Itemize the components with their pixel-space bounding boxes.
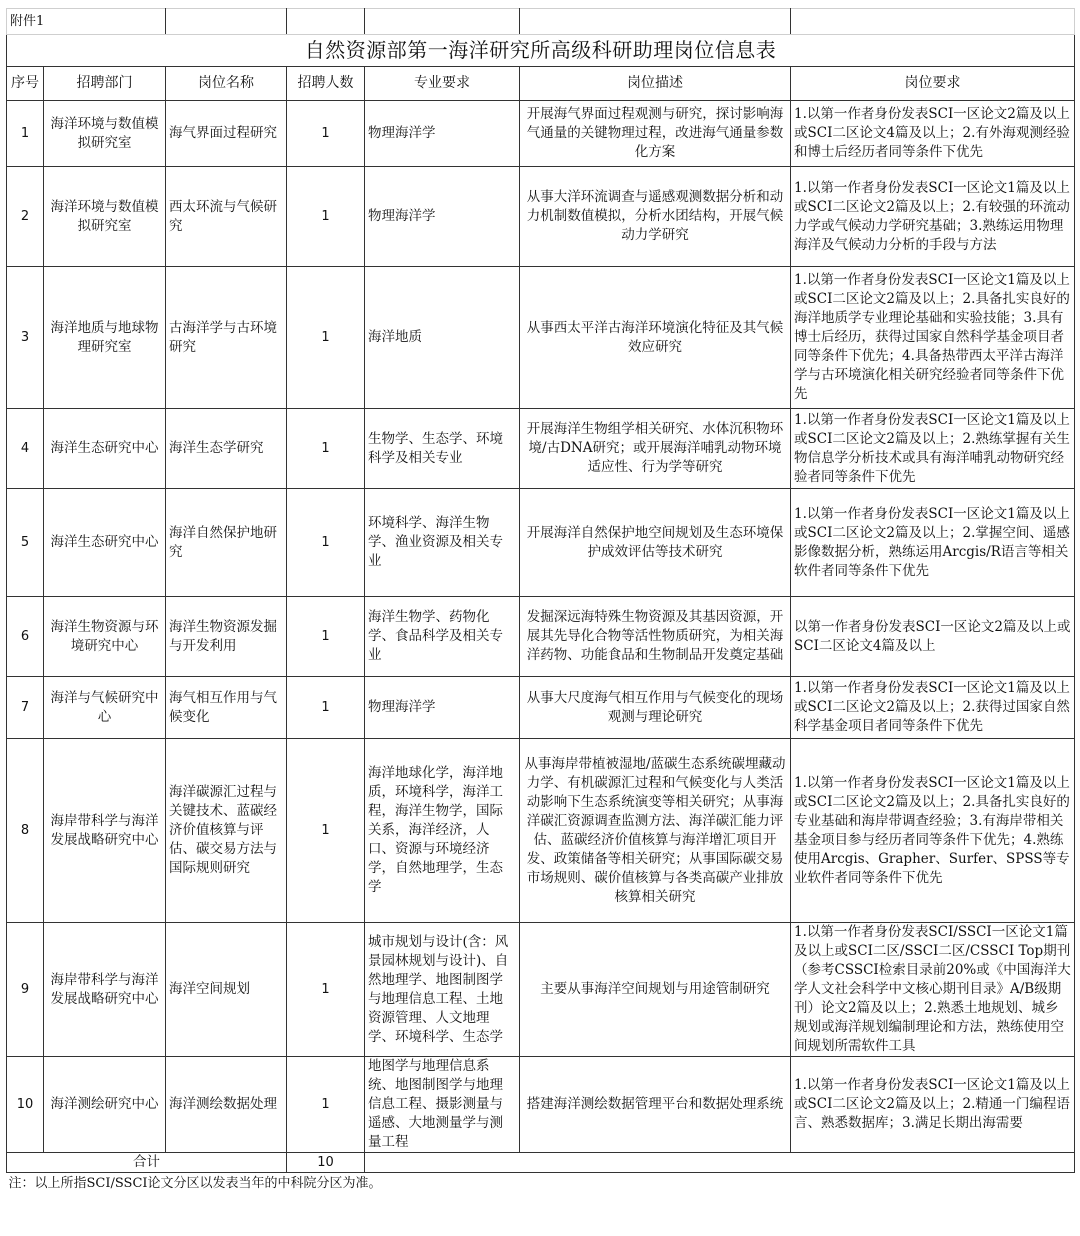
major-requirement-cell: 海洋生物学、药物化学、食品科学及相关专业 bbox=[365, 597, 520, 677]
row-number: 9 bbox=[7, 923, 44, 1057]
headcount-cell: 1 bbox=[287, 167, 365, 267]
row-number: 7 bbox=[7, 677, 44, 739]
position-description-cell: 开展海洋生物组学相关研究、水体沉积物环境/古DNA研究；或开展海洋哺乳动物环境适应性、行为学等研究 bbox=[520, 409, 791, 489]
position-name-cell: 古海洋学与古环境研究 bbox=[166, 267, 287, 409]
position-requirement-cell: 1.以第一作者身份发表SCI/SSCI一区论文1篇及以上或SCI二区/SSCI二区/CSSCI Top期刊（参考CSSCI检索目录前20%或《中国海洋大学人文社会科学中文核心期刊目录》A/B级期刊）论文2篇及以上；2.熟悉土地规划、城乡规划或海洋规划编制理论和方法，熟练使用空间规划所需软件工具 bbox=[791, 923, 1075, 1057]
position-description-cell: 开展海气界面过程观测与研究，探讨影响海气通量的关键物理过程，改进海气通量参数化方案 bbox=[520, 101, 791, 167]
row-number: 2 bbox=[7, 167, 44, 267]
position-name-cell: 海洋生物资源发掘与开发利用 bbox=[166, 597, 287, 677]
page-title: 自然资源部第一海洋研究所高级科研助理岗位信息表 bbox=[7, 35, 1075, 67]
department-cell: 海洋测绘研究中心 bbox=[44, 1057, 166, 1153]
position-requirement-cell: 1.以第一作者身份发表SCI一区论文1篇及以上或SCI二区论文2篇及以上；2.精通一门编程语言、熟悉数据库；3.满足长期出海需要 bbox=[791, 1057, 1075, 1153]
department-cell: 海岸带科学与海洋发展战略研究中心 bbox=[44, 923, 166, 1057]
major-requirement-cell: 城市规划与设计(含：风景园林规划与设计)、自然地理学、地图制图学与地理信息工程、土地资源管理、人文地理学、环境科学、生态学 bbox=[365, 923, 520, 1057]
total-label: 合计 bbox=[7, 1153, 287, 1173]
position-requirement-cell: 以第一作者身份发表SCI一区论文2篇及以上或SCI二区论文4篇及以上 bbox=[791, 597, 1075, 677]
header-cell: 岗位描述 bbox=[520, 67, 791, 101]
header-cell: 岗位名称 bbox=[166, 67, 287, 101]
position-name-cell: 海气相互作用与气候变化 bbox=[166, 677, 287, 739]
headcount-cell: 1 bbox=[287, 489, 365, 597]
header-cell: 序号 bbox=[7, 67, 44, 101]
position-requirement-cell: 1.以第一作者身份发表SCI一区论文1篇及以上或SCI二区论文2篇及以上；2.有较强的环流动力学或气候动力学研究基础；3.熟练运用物理海洋及气候动力分析的手段与方法 bbox=[791, 167, 1075, 267]
position-requirement-cell: 1.以第一作者身份发表SCI一区论文1篇及以上或SCI二区论文2篇及以上；2.具备扎实良好的海洋地质学专业理论基础和实验技能；3.具有博士后经历，获得过国家自然科学基金项目者同等条件下优先；4.具备热带西太平洋古海洋学与古环境演化相关研究经验者同等条件下优先 bbox=[791, 267, 1075, 409]
major-requirement-cell: 物理海洋学 bbox=[365, 677, 520, 739]
table-row bbox=[7, 167, 1075, 267]
row-number: 5 bbox=[7, 489, 44, 597]
headcount-cell: 1 bbox=[287, 409, 365, 489]
position-description-cell: 发掘深远海特殊生物资源及其基因资源，开展其先导化合物等活性物质研究，为相关海洋药物、功能食品和生物制品开发奠定基础 bbox=[520, 597, 791, 677]
row-number: 8 bbox=[7, 739, 44, 923]
headcount-cell: 1 bbox=[287, 677, 365, 739]
headcount-cell: 1 bbox=[287, 1057, 365, 1153]
table-row bbox=[7, 267, 1075, 409]
total-row bbox=[7, 1153, 1075, 1173]
major-requirement-cell: 物理海洋学 bbox=[365, 167, 520, 267]
row-number: 1 bbox=[7, 101, 44, 167]
table-row bbox=[7, 739, 1075, 923]
table-row bbox=[7, 597, 1075, 677]
header-cell: 岗位要求 bbox=[791, 67, 1075, 101]
position-name-cell: 西太环流与气候研究 bbox=[166, 167, 287, 267]
attachment-label: 附件1 bbox=[7, 9, 166, 35]
position-description-cell: 从事大洋环流调查与遥感观测数据分析和动力机制数值模拟，分析水团结构，开展气候动力学研究 bbox=[520, 167, 791, 267]
row-number: 4 bbox=[7, 409, 44, 489]
header-cell: 专业要求 bbox=[365, 67, 520, 101]
table-row bbox=[7, 409, 1075, 489]
position-name-cell: 海洋生态学研究 bbox=[166, 409, 287, 489]
major-requirement-cell: 物理海洋学 bbox=[365, 101, 520, 167]
major-requirement-cell: 海洋地质 bbox=[365, 267, 520, 409]
major-requirement-cell: 环境科学、海洋生物学、渔业资源及相关专业 bbox=[365, 489, 520, 597]
position-name-cell: 海气界面过程研究 bbox=[166, 101, 287, 167]
table-header-row bbox=[7, 67, 1075, 101]
headcount-cell: 1 bbox=[287, 923, 365, 1057]
major-requirement-cell: 海洋地球化学，海洋地质，环境科学，海洋工程，海洋生物学，国际关系，海洋经济，人口、资源与环境经济学，自然地理学，生态学 bbox=[365, 739, 520, 923]
department-cell: 海洋地质与地球物理研究室 bbox=[44, 267, 166, 409]
header-cell: 招聘部门 bbox=[44, 67, 166, 101]
department-cell: 海洋生态研究中心 bbox=[44, 409, 166, 489]
position-description-cell: 主要从事海洋空间规划与用途管制研究 bbox=[520, 923, 791, 1057]
department-cell: 海洋生物资源与环境研究中心 bbox=[44, 597, 166, 677]
position-name-cell: 海洋测绘数据处理 bbox=[166, 1057, 287, 1153]
table-row bbox=[7, 101, 1075, 167]
major-requirement-cell: 地图学与地理信息系统、地图制图学与地理信息工程、摄影测量与遥感、大地测量学与测量工程 bbox=[365, 1057, 520, 1153]
position-requirement-cell: 1.以第一作者身份发表SCI一区论文2篇及以上或SCI二区论文4篇及以上；2.有外海观测经验和博士后经历者同等条件下优先 bbox=[791, 101, 1075, 167]
headcount-cell: 1 bbox=[287, 597, 365, 677]
position-requirement-cell: 1.以第一作者身份发表SCI一区论文1篇及以上或SCI二区论文2篇及以上；2.掌握空间、遥感影像数据分析，熟练运用Arcgis/R语言等相关软件者同等条件下优先 bbox=[791, 489, 1075, 597]
headcount-cell: 1 bbox=[287, 101, 365, 167]
position-name-cell: 海洋碳源汇过程与关键技术、蓝碳经济价值核算与评估、碳交易方法与国际规则研究 bbox=[166, 739, 287, 923]
header-cell: 招聘人数 bbox=[287, 67, 365, 101]
position-requirement-cell: 1.以第一作者身份发表SCI一区论文1篇及以上或SCI二区论文2篇及以上；2.获得过国家自然科学基金项目者同等条件下优先 bbox=[791, 677, 1075, 739]
department-cell: 海洋生态研究中心 bbox=[44, 489, 166, 597]
department-cell: 海岸带科学与海洋发展战略研究中心 bbox=[44, 739, 166, 923]
table-row bbox=[7, 923, 1075, 1057]
position-name-cell: 海洋自然保护地研究 bbox=[166, 489, 287, 597]
total-count: 10 bbox=[287, 1153, 365, 1173]
position-description-cell: 开展海洋自然保护地空间规划及生态环境保护成效评估等技术研究 bbox=[520, 489, 791, 597]
headcount-cell: 1 bbox=[287, 739, 365, 923]
position-description-cell: 从事西太平洋古海洋环境演化特征及其气候效应研究 bbox=[520, 267, 791, 409]
position-description-cell: 从事海岸带植被湿地/蓝碳生态系统碳埋藏动力学、有机碳源汇过程和气候变化与人类活动影响下生态系统演变等相关研究；从事海洋碳汇资源调查监测方法、海洋碳汇能力评估、蓝碳经济价值核算与海洋增汇项目开发、政策储备等相关研究；从事国际碳交易市场规则、碳价值核算与各类高碳产业排放核算相关研究 bbox=[520, 739, 791, 923]
position-name-cell: 海洋空间规划 bbox=[166, 923, 287, 1057]
table-row bbox=[7, 489, 1075, 597]
position-requirement-cell: 1.以第一作者身份发表SCI一区论文1篇及以上或SCI二区论文2篇及以上；2.具备扎实良好的专业基础和海岸带调查经验；3.有海岸带相关基金项目参与经历者同等条件下优先；4.熟练使用Arcgis、Grapher、Surfer、SPSS等专业软件者同等条件下优先 bbox=[791, 739, 1075, 923]
department-cell: 海洋环境与数值模拟研究室 bbox=[44, 101, 166, 167]
row-number: 10 bbox=[7, 1057, 44, 1153]
row-number: 3 bbox=[7, 267, 44, 409]
footnote: 注：以上所指SCI/SSCI论文分区以发表当年的中科院分区为准。 bbox=[7, 1173, 1075, 1195]
headcount-cell: 1 bbox=[287, 267, 365, 409]
table-row bbox=[7, 677, 1075, 739]
position-description-cell: 从事大尺度海气相互作用与气候变化的现场观测与理论研究 bbox=[520, 677, 791, 739]
position-requirement-cell: 1.以第一作者身份发表SCI一区论文1篇及以上或SCI二区论文2篇及以上；2.熟练掌握有关生物信息学分析技术或具有海洋哺乳动物研究经验者同等条件下优先 bbox=[791, 409, 1075, 489]
position-description-cell: 搭建海洋测绘数据管理平台和数据处理系统 bbox=[520, 1057, 791, 1153]
department-cell: 海洋与气候研究中心 bbox=[44, 677, 166, 739]
position-info-table bbox=[6, 8, 1075, 1195]
table-row bbox=[7, 1057, 1075, 1153]
major-requirement-cell: 生物学、生态学、环境科学及相关专业 bbox=[365, 409, 520, 489]
department-cell: 海洋环境与数值模拟研究室 bbox=[44, 167, 166, 267]
row-number: 6 bbox=[7, 597, 44, 677]
